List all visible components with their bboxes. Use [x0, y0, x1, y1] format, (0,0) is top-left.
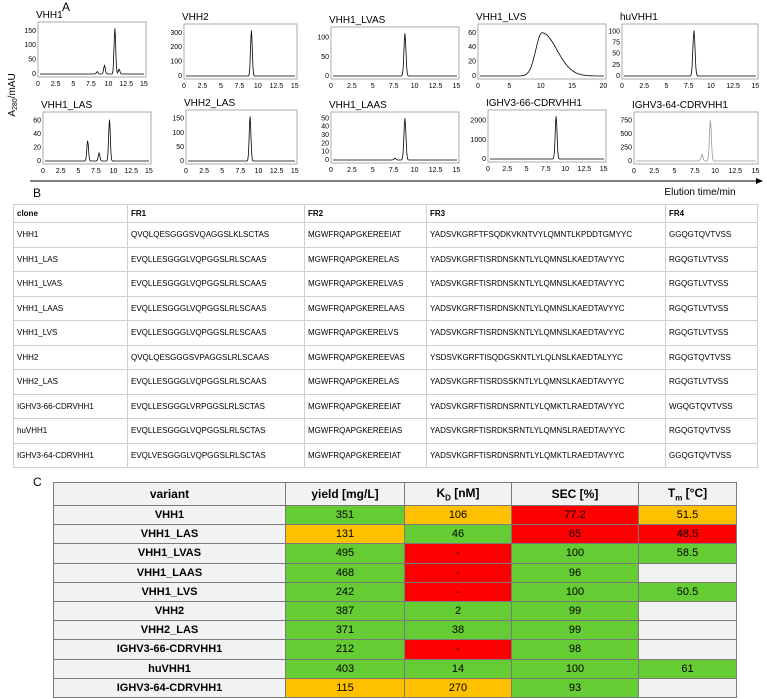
y-tick-label: 50 [176, 143, 184, 151]
x-tick-label: 12.5 [124, 168, 139, 175]
chromatogram [321, 100, 460, 174]
chromatogram [468, 12, 607, 90]
sequence-table-header [14, 205, 758, 223]
x-tick-label: 5 [507, 83, 512, 90]
tm-cell [639, 621, 737, 640]
chromatogram-trace [333, 118, 457, 160]
variant-name: VHH1_LVAS [54, 544, 286, 563]
yield-cell: 468 [286, 563, 405, 582]
sequence-row [14, 419, 758, 444]
sequence-cell: MGWFRQAPGKEREEVAS [305, 345, 427, 370]
clone-name: IGHV3-66-CDRVHH1 [14, 394, 128, 419]
x-tick-label: 0 [486, 166, 490, 173]
col-fr2: FR2 [305, 205, 427, 223]
x-tick-label: 0 [632, 168, 636, 175]
y-tick-label: 50 [321, 53, 329, 61]
y-tick-label: 75 [612, 39, 620, 47]
x-tick-label: 0 [329, 167, 333, 174]
x-tick-label: 10 [104, 81, 113, 88]
x-tick-label: 15 [139, 81, 148, 88]
y-tick-label: 40 [468, 44, 476, 52]
y-tick-label: 20 [321, 140, 329, 148]
x-tick-label: 2.5 [197, 83, 208, 90]
y-tick-label: 60 [468, 29, 476, 37]
chromatogram-trace [188, 116, 295, 161]
col-yield: yield [mg/L] [286, 483, 405, 506]
x-tick-label: 0 [184, 168, 188, 175]
chromatogram-trace [480, 33, 604, 76]
y-tick-label: 300 [170, 29, 182, 37]
sec-cell: 100 [512, 659, 639, 678]
x-tick-label: 12.5 [428, 167, 443, 174]
x-tick-label: 7.5 [388, 83, 399, 90]
x-tick-label: 15 [452, 167, 461, 174]
tm-cell: 58.5 [639, 544, 737, 563]
sec-cell: 77.2 [512, 506, 639, 525]
tm-cell: 48.5 [639, 525, 737, 544]
x-tick-label: 20 [599, 83, 608, 90]
variant-row [54, 601, 737, 620]
chromatogram-title: VHH1_LVAS [329, 15, 386, 26]
y-tick-label: 20 [33, 144, 41, 152]
y-tick-label: 0 [180, 158, 184, 165]
x-axis-arrowhead [756, 178, 763, 184]
clone-name: VHH1 [14, 223, 128, 248]
sequence-cell: RGQGTLVTVSS [666, 370, 758, 395]
sequence-cell: MGWFRQAPGKERELVAS [305, 272, 427, 297]
variant-row [54, 582, 737, 601]
col-sec: SEC [%] [512, 483, 639, 506]
sequence-cell: YADSVKGRFTFSQDKVKNTVYLQMNTLKPDDTGMYYC [427, 223, 666, 248]
y-axis-label: $A_{280}$/mAU [7, 73, 19, 117]
variant-row [54, 659, 737, 678]
chromatogram-title: VHH2_LAS [184, 98, 236, 109]
x-tick-label: 15 [290, 83, 299, 90]
x-tick-label: 15 [751, 168, 760, 175]
y-tick-label: 50 [612, 50, 620, 58]
y-tick-label: 100 [170, 58, 182, 66]
variant-name: VHH1_LAS [54, 525, 286, 544]
kd-cell: - [405, 563, 512, 582]
clone-name: VHH1_LVAS [14, 272, 128, 297]
y-tick-label: 100 [608, 28, 620, 36]
chromatogram-trace [490, 116, 604, 159]
kd-cell: - [405, 640, 512, 659]
sequence-cell: RGQGTLVTVSS [666, 296, 758, 321]
sequence-cell: YADSVKGRFTISRDNSKNTLYLQMNSLKAEDTAVYYC [427, 247, 666, 272]
sequence-row [14, 370, 758, 395]
variant-name: VHH2 [54, 601, 286, 620]
panel-label-b: B [33, 186, 42, 200]
chromatogram [24, 10, 148, 88]
y-tick-label: 50 [28, 56, 36, 64]
x-tick-label: 7.5 [235, 168, 246, 175]
x-tick-label: 15 [290, 168, 299, 175]
sequence-cell: EVQLLESGGGLVRPGGSLRLSCTAS [128, 394, 305, 419]
chromatogram-title: IGHV3-64-CDRVHH1 [632, 100, 728, 111]
tm-cell: 50.5 [639, 582, 737, 601]
y-tick-label: 1000 [470, 136, 486, 144]
kd-cell: - [405, 582, 512, 601]
yield-cell: 351 [286, 506, 405, 525]
sequence-cell: EVQLLESGGGLVQPGGSLRLSCAAS [128, 370, 305, 395]
sequence-row [14, 443, 758, 468]
y-tick-label: 25 [612, 61, 620, 69]
x-tick-label: 5 [76, 168, 81, 175]
x-tick-label: 7.5 [540, 166, 551, 173]
x-tick-label: 10 [706, 83, 715, 90]
sequence-cell: YADSVKGRFTISRDNSKNTLYLQMNSLKAEDTAVYYC [427, 272, 666, 297]
x-tick-label: 2.5 [199, 168, 209, 175]
x-tick-label: 15 [144, 168, 153, 175]
chromatogram-panel [0, 0, 767, 200]
sequence-row [14, 223, 758, 248]
chromatogram [317, 15, 460, 90]
chromatogram-title: VHH2 [182, 12, 209, 23]
sequence-cell: WGQGTQVTVSS [666, 394, 758, 419]
x-tick-label: 15 [452, 83, 461, 90]
properties-table-header [54, 483, 737, 506]
sec-cell: 96 [512, 563, 639, 582]
clone-name: VHH1_LVS [14, 321, 128, 346]
variant-name: huVHH1 [54, 659, 286, 678]
y-tick-label: 100 [24, 42, 36, 50]
sequence-cell: MGWFRQAPGKERELVS [305, 321, 427, 346]
sequence-cell: MGWFRQAPGKERELAAS [305, 296, 427, 321]
x-tick-label: 2.5 [347, 167, 357, 174]
x-tick-label: 10 [711, 168, 719, 175]
y-tick-label: 0 [472, 73, 476, 80]
x-tick-label: 15 [599, 166, 608, 173]
x-tick-label: 10 [561, 166, 569, 173]
tm-cell [639, 640, 737, 659]
x-tick-label: 10 [109, 168, 118, 175]
y-tick-label: 0 [325, 73, 329, 80]
chromatogram [170, 12, 298, 90]
x-tick-label: 0 [36, 81, 40, 88]
y-tick-label: 0 [616, 73, 620, 80]
variant-row [54, 563, 737, 582]
x-tick-label: 0 [41, 168, 45, 175]
x-tick-label: 2.5 [347, 83, 357, 90]
x-tick-label: 12.5 [119, 81, 134, 88]
sequence-cell: YADSVKGRFTISRDNSKNTLYLQMNSLKAEDTAVYYC [427, 296, 666, 321]
tm-cell [639, 563, 737, 582]
sec-cell: 98 [512, 640, 639, 659]
x-tick-label: 2.5 [55, 168, 66, 175]
col-clone: clone [14, 205, 128, 223]
sequence-cell: RGQGTLVTVSS [666, 247, 758, 272]
panel-label-c: C [33, 475, 42, 489]
kd-cell: 46 [405, 525, 512, 544]
sequence-cell: YSDSVKGRFTISQDGSKNTLYLQLNSLKAEDTALYYC [427, 345, 666, 370]
chromatogram-trace [333, 33, 457, 76]
variant-row [54, 506, 737, 525]
chromatogram [608, 12, 759, 90]
x-tick-label: 12.5 [269, 168, 284, 175]
x-tick-label: 12.5 [269, 83, 284, 90]
x-tick-label: 10 [253, 83, 262, 90]
kd-cell: - [405, 544, 512, 563]
x-tick-label: 0 [620, 83, 624, 90]
y-tick-label: 250 [620, 144, 632, 152]
x-tick-label: 5 [220, 168, 225, 175]
sequence-row [14, 345, 758, 370]
x-tick-label: 0 [329, 83, 333, 90]
chromatogram [620, 100, 759, 175]
y-tick-label: 0 [32, 71, 36, 78]
kd-cell: 38 [405, 621, 512, 640]
chromatogram-trace [186, 30, 295, 76]
sequence-cell: RGQGTLVTVSS [666, 321, 758, 346]
x-axis-label: Elution time/min [664, 187, 736, 198]
clone-name: VHH1_LAS [14, 247, 128, 272]
chromatogram [470, 98, 607, 173]
tm-cell: 51.5 [639, 506, 737, 525]
panel-label-a: A [62, 0, 71, 14]
sequence-cell: EVQLLESGGGLVQPGGSLRLSCAAS [128, 247, 305, 272]
sequence-cell: EVQLLESGGGLVQPGGSLRLSCTAS [128, 419, 305, 444]
x-tick-label: 12.5 [577, 166, 592, 173]
sequence-row [14, 296, 758, 321]
chromatogram-title: VHH1 [36, 10, 63, 21]
sequence-cell: YADSVKGRFTISRDNSRNTLYLQMKTLRAEDTAVYYC [427, 394, 666, 419]
x-tick-label: 2.5 [649, 168, 660, 175]
sequence-cell: EVQLLESGGGLVQPGGSLRLSCAAS [128, 321, 305, 346]
variant-row [54, 621, 737, 640]
y-tick-label: 0 [178, 73, 182, 80]
sec-cell: 65 [512, 525, 639, 544]
sequence-cell: EVQLLESGGGLVQPGGSLRLSCAAS [128, 272, 305, 297]
sequence-row [14, 272, 758, 297]
variant-row [54, 678, 737, 697]
clone-name: VHH2_LAS [14, 370, 128, 395]
sec-cell: 99 [512, 601, 639, 620]
sequence-cell: QVQLQESGGGSVPAGGSLRLSCAAS [128, 345, 305, 370]
sequence-cell: YADSVKGRFTISRDNSKNTLYLQMNSLKAEDTAVYYC [427, 321, 666, 346]
y-tick-label: 60 [33, 117, 41, 125]
chromatogram [33, 100, 153, 175]
chromatogram-title: VHH1_LAS [41, 100, 93, 111]
sequence-cell: EVQLVESGGGLVQPGGSLRLSCTAS [128, 443, 305, 468]
col-fr1: FR1 [128, 205, 305, 223]
y-tick-label: 0 [325, 157, 329, 164]
sequence-cell: MGWFRQAPGKERELAS [305, 247, 427, 272]
chromatogram-trace [624, 30, 756, 76]
x-tick-label: 12.5 [726, 83, 740, 90]
x-tick-label: 7.5 [683, 83, 694, 90]
x-tick-label: 7.5 [388, 167, 399, 174]
variant-row [54, 544, 737, 563]
clone-name: VHH2 [14, 345, 128, 370]
y-tick-label: 50 [321, 115, 329, 123]
y-tick-label: 100 [172, 129, 184, 137]
y-tick-label: 150 [172, 115, 184, 123]
variant-row [54, 525, 737, 544]
kd-cell: 14 [405, 659, 512, 678]
variant-name: VHH1 [54, 506, 286, 525]
yield-cell: 495 [286, 544, 405, 563]
clone-name: huVHH1 [14, 419, 128, 444]
y-tick-label: 100 [317, 34, 329, 42]
clone-name: IGHV3-64-CDRVHH1 [14, 443, 128, 468]
sec-cell: 93 [512, 678, 639, 697]
y-tick-label: 40 [33, 130, 41, 138]
y-tick-label: 0 [482, 156, 486, 163]
x-tick-label: 7.5 [91, 168, 101, 175]
sequence-table [13, 204, 758, 468]
chromatogram-title: huVHH1 [620, 12, 658, 23]
kd-cell: 270 [405, 678, 512, 697]
x-tick-label: 0 [476, 83, 480, 90]
yield-cell: 212 [286, 640, 405, 659]
y-tick-label: 150 [24, 27, 36, 35]
x-tick-label: 7.5 [86, 81, 96, 88]
col-fr4: FR4 [666, 205, 758, 223]
x-tick-label: 2.5 [50, 81, 61, 88]
sequence-cell: EVQLLESGGGLVQPGGSLRLSCAAS [128, 296, 305, 321]
tm-cell: 61 [639, 659, 737, 678]
tm-cell [639, 678, 737, 697]
chromatogram-title: VHH1_LVS [476, 12, 527, 23]
y-tick-label: 30 [321, 132, 329, 139]
clone-name: VHH1_LAAS [14, 296, 128, 321]
yield-cell: 115 [286, 678, 405, 697]
x-tick-label: 5 [524, 166, 529, 173]
variant-row [54, 640, 737, 659]
x-tick-label: 5 [218, 83, 223, 90]
x-tick-label: 2.5 [639, 83, 650, 90]
tm-cell [639, 601, 737, 620]
x-tick-label: 5 [664, 83, 669, 90]
sequence-cell: QVQLQESGGGSVQAGGSLKLSCTAS [128, 223, 305, 248]
yield-cell: 403 [286, 659, 405, 678]
y-tick-label: 40 [321, 123, 329, 131]
y-tick-label: 2000 [470, 117, 486, 125]
x-tick-label: 5 [672, 168, 677, 175]
sequence-cell: YADSVKGRFTISRDKSRNTLYLQMNSLRAEDTAVYYC [427, 419, 666, 444]
col-tm: $T_m$ [°C] [639, 483, 737, 506]
sec-cell: 100 [512, 582, 639, 601]
x-tick-label: 12.5 [728, 168, 743, 175]
variant-name: IGHV3-66-CDRVHH1 [54, 640, 286, 659]
sequence-cell: YADSVKGRFTISRDNSRNTLYLQMKTLRAEDTAVYYC [427, 443, 666, 468]
sec-cell: 99 [512, 621, 639, 640]
kd-cell: 106 [405, 506, 512, 525]
sequence-cell: MGWFRQAPGKEREEIAT [305, 443, 427, 468]
sequence-cell: RGQGTQVTVSS [666, 345, 758, 370]
variant-name: VHH1_LAAS [54, 563, 286, 582]
yield-cell: 242 [286, 582, 405, 601]
yield-cell: 131 [286, 525, 405, 544]
y-tick-label: 10 [321, 148, 329, 156]
x-tick-label: 7.5 [689, 168, 700, 175]
sequence-cell: MGWFRQAPGKERELAS [305, 370, 427, 395]
sequence-cell: MGWFRQAPGKEREEIAT [305, 394, 427, 419]
chromatogram-trace [40, 28, 144, 74]
x-tick-label: 10 [536, 83, 545, 90]
y-tick-label: 0 [37, 158, 41, 165]
chromatogram [172, 98, 298, 175]
y-tick-label: 200 [170, 44, 182, 52]
sequence-row [14, 394, 758, 419]
variant-name: IGHV3-64-CDRVHH1 [54, 678, 286, 697]
chromatogram-trace [636, 121, 756, 162]
x-tick-label: 7.5 [234, 83, 245, 90]
col-kd: $K_D$ [nM] [405, 483, 512, 506]
sequence-row [14, 247, 758, 272]
y-tick-label: 20 [468, 58, 476, 66]
x-tick-label: 10 [254, 168, 263, 175]
yield-cell: 387 [286, 601, 405, 620]
x-tick-label: 5 [370, 83, 375, 90]
sec-cell: 100 [512, 544, 639, 563]
properties-table [53, 482, 737, 698]
col-fr3: FR3 [427, 205, 666, 223]
sequence-row [14, 321, 758, 346]
chromatogram-title: VHH1_LAAS [329, 100, 387, 111]
sequence-cell: YADSVKGRFTISRDSSKNTLYLQMNSLKAEDTAVYYC [427, 370, 666, 395]
x-tick-label: 12.5 [428, 83, 443, 90]
sequence-cell: RGQGTLVTVSS [666, 272, 758, 297]
x-tick-label: 10 [410, 167, 419, 174]
x-tick-label: 15 [751, 83, 760, 90]
chromatogram-trace [45, 120, 149, 161]
y-tick-label: 500 [620, 130, 632, 138]
x-tick-label: 0 [182, 83, 186, 90]
sequence-cell: MGWFRQAPGKEREEIAT [305, 223, 427, 248]
sequence-cell: RGQGTQVTVSS [666, 419, 758, 444]
x-tick-label: 5 [71, 81, 76, 88]
x-tick-label: 10 [410, 83, 419, 90]
sequence-cell: MGWFRQAPGKEREEIAS [305, 419, 427, 444]
chromatogram-title: IGHV3-66-CDRVHH1 [486, 98, 582, 109]
col-variant: variant [54, 483, 286, 506]
x-tick-label: 5 [370, 167, 375, 174]
kd-cell: 2 [405, 601, 512, 620]
x-tick-label: 15 [568, 83, 576, 90]
sequence-cell: GGQGTQVTVSS [666, 443, 758, 468]
yield-cell: 371 [286, 621, 405, 640]
x-tick-label: 2.5 [502, 166, 513, 173]
sequence-cell: GGQGTQVTVSS [666, 223, 758, 248]
y-tick-label: 0 [628, 158, 632, 165]
y-tick-label: 750 [620, 117, 632, 125]
variant-name: VHH2_LAS [54, 621, 286, 640]
variant-name: VHH1_LVS [54, 582, 286, 601]
